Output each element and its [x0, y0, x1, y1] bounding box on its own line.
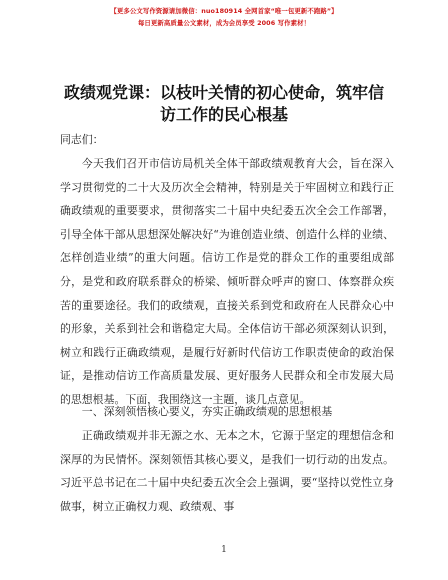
salutation: 同志们： — [60, 133, 104, 146]
body-paragraph — [60, 152, 394, 412]
paragraph-text: 今天我们召开市信访局机关全体干部政绩观教育大会，旨在深入学习贯彻党的二十大及历次全会精神，特别是关于牢固树立和践行正确政绩观的重要要求，贯彻落实二十届中央纪委五次全会工作部署，引导全体干部从思想深处解决好“为谁创造业绩、创造什么样的业绩、怎样创造业绩”的重大问题。信访工作是党的群众工作的重要组成部分，是党和政府联系群众的桥梁、倾听群众呼声的窗口、体察群众疾苦的重要途径。我们的政绩观，直接关系到党和政府在人民群众心中的形象，关系到社会和谐稳定大局。全体信访干部必须深刻认识到，树立和践行正确政绩观，是履行好新时代信访工作职责使命的政治保证，是推动信访工作高质量发展、更好服务人民群众和全市发展大局的思想根基。下面，我围绕这一主题，谈几点意见。 — [60, 157, 394, 406]
page-number: 1 — [221, 545, 227, 555]
section-heading-text: 一、深刻领悟核心要义，夯实正确政绩观的思想根基 — [81, 405, 333, 418]
section-paragraph-text: 正确政绩观并非无源之水、无本之木，它源于坚定的理想信念和深厚的为民情怀。深刻领悟其核心要义，是我们一切行动的出发点。习近平总书记在二十届中央纪委五次全会上强调，要“坚持以党性立身做事，树立正确权力观、政绩观、事 — [60, 429, 394, 513]
section-heading — [60, 400, 394, 424]
promo-banner-line-1: 【更多公文写作资源请加微信：nuo180914 全网首家“唯一包更新不跑路”】 — [110, 7, 338, 15]
promo-banner-line-2: 每日更新高质量公文素材，成为会员享受 2006 写作素材！ — [137, 19, 311, 27]
document-title: 政绩观党课：以枝叶关情的初心使命，筑牢信访工作的民心根基 — [63, 83, 384, 124]
section-paragraph — [60, 424, 394, 518]
